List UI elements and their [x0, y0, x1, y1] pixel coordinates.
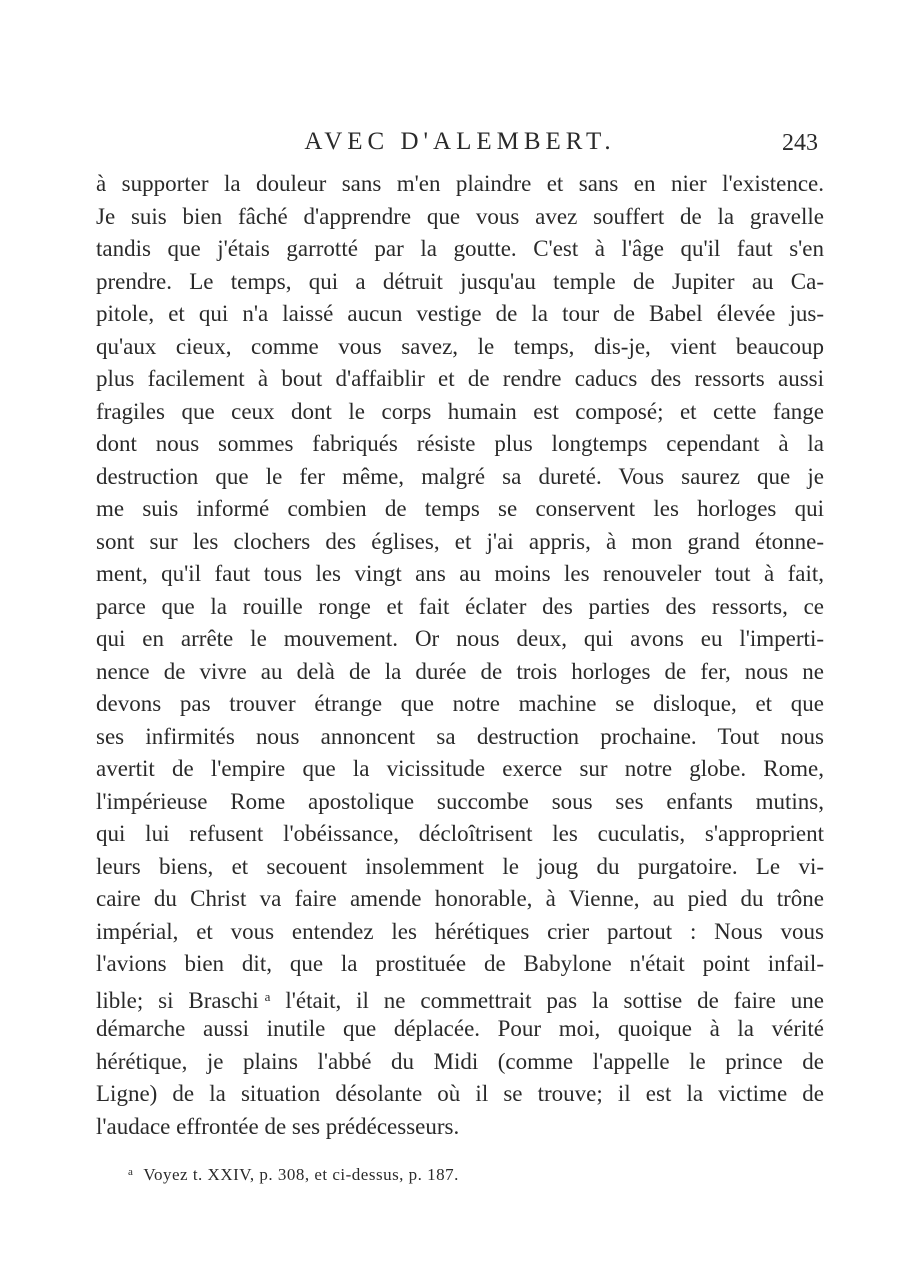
- text-line: [96, 981, 824, 1014]
- footnote-reference: a: [264, 988, 271, 1004]
- text-line: plus facilement à bout d'affaiblir et de rendre caducs des ressorts aussi: [96, 366, 824, 392]
- text-line: avertit de l'empire que la vicissitude exerce sur notre globe. Rome,: [96, 756, 824, 782]
- body-text: [96, 168, 824, 1143]
- text-line: devons pas trouver étrange que notre machine se disloque, et que: [96, 691, 824, 717]
- text-line: Ligne) de la situation désolante où il se trouve; il est la victime de: [96, 1081, 824, 1107]
- text-line: qu'aux cieux, comme vous savez, le temps, dis-je, vient beaucoup: [96, 333, 824, 359]
- text-line: ses infirmités nous annoncent sa destruction prochaine. Tout nous: [96, 723, 824, 749]
- text-line: fragiles que ceux dont le corps humain est composé; et cette fange: [96, 398, 824, 424]
- text-line: pitole, et qui n'a laissé aucun vestige de la tour de Babel élevée jus-: [96, 301, 824, 327]
- line-segment: l'était, il ne commettrait pas la sottise de faire une: [270, 987, 824, 1013]
- text-line: me suis informé combien de temps se conservent les horloges qui: [96, 496, 824, 522]
- text-line: Je suis bien fâché d'apprendre que vous avez souffert de la gravelle: [96, 203, 824, 229]
- running-head: [96, 128, 824, 168]
- text-line: à supporter la douleur sans m'en plaindre et sans en nier l'existence.: [96, 171, 824, 196]
- text-line: l'avions bien dit, que la prostituée de Babylone n'était point infail-: [96, 951, 824, 977]
- footnote-text: Voyez t. XXIV, p. 308, et ci-dessus, p. 187.: [143, 1165, 459, 1184]
- text-line: l'impérieuse Rome apostolique succombe sous ses enfants mutins,: [96, 788, 824, 814]
- footnote-marker: a: [128, 1166, 134, 1178]
- text-line: démarche aussi inutile que déplacée. Pour moi, quoique à la vérité: [96, 1016, 824, 1042]
- text-line: nence de vivre au delà de la durée de trois horloges de fer, nous ne: [96, 658, 824, 684]
- text-line: hérétique, je plains l'abbé du Midi (comme l'appelle le prince de: [96, 1048, 824, 1074]
- text-line: prendre. Le temps, qui a détruit jusqu'au temple de Jupiter au Ca-: [96, 268, 824, 294]
- text-line: impérial, et vous entendez les hérétiques crier partout : Nous vous: [96, 918, 824, 944]
- text-line: caire du Christ va faire amende honorable, à Vienne, au pied du trône: [96, 886, 824, 912]
- text-line: qui en arrête le mouvement. Or nous deux, qui avons eu l'imperti-: [96, 626, 824, 652]
- text-line: dont nous sommes fabriqués résiste plus longtemps cependant à la: [96, 431, 824, 457]
- text-line: l'audace effrontée de ses prédécesseurs.: [96, 1113, 460, 1139]
- page-number: 243: [782, 130, 818, 156]
- text-line: tandis que j'étais garrotté par la goutte. C'est à l'âge qu'il faut s'en: [96, 236, 824, 262]
- footnote: [128, 1165, 459, 1185]
- text-line: destruction que le fer même, malgré sa dureté. Vous saurez que je: [96, 463, 824, 489]
- running-head-title: AVEC D'ALEMBERT.: [304, 128, 616, 155]
- text-line: qui lui refusent l'obéissance, décloîtrisent les cuculatis, s'approprient: [96, 821, 824, 847]
- text-line: sont sur les clochers des églises, et j'ai appris, à mon grand étonne-: [96, 528, 824, 554]
- text-line: leurs biens, et secouent insolemment le joug du purgatoire. Le vi-: [96, 853, 824, 879]
- text-line: parce que la rouille ronge et fait éclater des parties des ressorts, ce: [96, 593, 824, 619]
- text-line: ment, qu'il faut tous les vingt ans au moins les renouveler tout à fait,: [96, 561, 824, 587]
- line-segment: lible; si Braschi: [96, 987, 259, 1013]
